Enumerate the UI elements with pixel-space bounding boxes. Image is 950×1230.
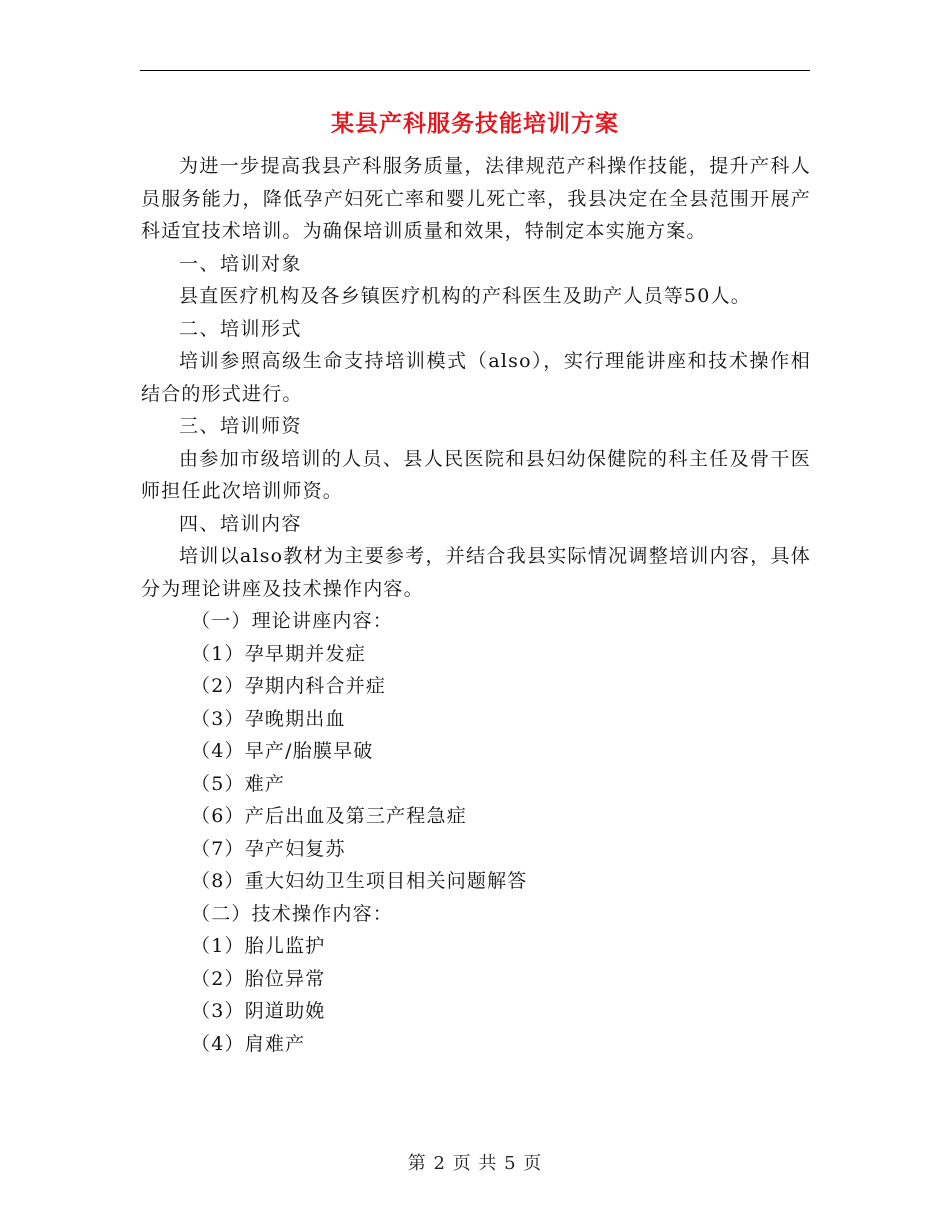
list-item: （6）产后出血及第三产程急症 <box>191 805 467 827</box>
document-body <box>141 150 811 1060</box>
section-heading-target: 一、培训对象 <box>179 252 303 275</box>
intro-paragraph: 为进一步提高我县产科服务质量，法律规范产科操作技能，提升产科人员服务能力，降低孕产妇死亡率和婴儿死亡率，我县决定在全县范围开展产科适宜技术培训。为确保培训质量和效果，特制定本实施方案。 <box>141 155 811 242</box>
list-item: （4）早产/胎膜早破 <box>191 740 374 762</box>
page-title: 某县产科服务技能培训方案 <box>331 111 619 137</box>
list-item: （1）胎儿监护 <box>191 935 326 957</box>
practice-heading: （二）技术操作内容： <box>191 902 394 925</box>
section-text-content: 培训以also教材为主要参考，并结合我县实际情况调整培训内容，具体分为理论讲座及技术操作内容。 <box>141 545 811 600</box>
list-item: （3）阴道助娩 <box>191 1000 326 1022</box>
section-heading-content: 四、培训内容 <box>179 512 303 535</box>
list-item: （3）孕晚期出血 <box>191 707 346 730</box>
list-item: （2）孕期内科合并症 <box>191 675 387 697</box>
section-heading-teachers: 三、培训师资 <box>179 415 303 437</box>
section-text-target: 县直医疗机构及各乡镇医疗机构的产科医生及助产人员等50人。 <box>179 285 751 307</box>
page-footer: 第 2 页 共 5 页 <box>407 1153 543 1174</box>
section-text-format: 培训参照高级生命支持培训模式（also），实行理能讲座和技术操作相结合的形式进行。 <box>141 350 811 405</box>
theory-heading: （一）理论讲座内容： <box>191 610 394 632</box>
section-text-teachers: 由参加市级培训的人员、县人民医院和县妇幼保健院的科主任及骨干医师担任此次培训师资。 <box>141 447 811 502</box>
list-item: （1）孕早期并发症 <box>191 642 366 665</box>
list-item: （2）胎位异常 <box>191 967 326 990</box>
list-item: （8）重大妇幼卫生项目相关问题解答 <box>191 870 528 892</box>
list-item: （5）难产 <box>191 772 286 795</box>
header-rule <box>140 70 810 71</box>
list-item: （7）孕产妇复苏 <box>191 837 346 860</box>
list-item: （4）肩难产 <box>191 1032 306 1055</box>
section-heading-format: 二、培训形式 <box>179 317 303 340</box>
